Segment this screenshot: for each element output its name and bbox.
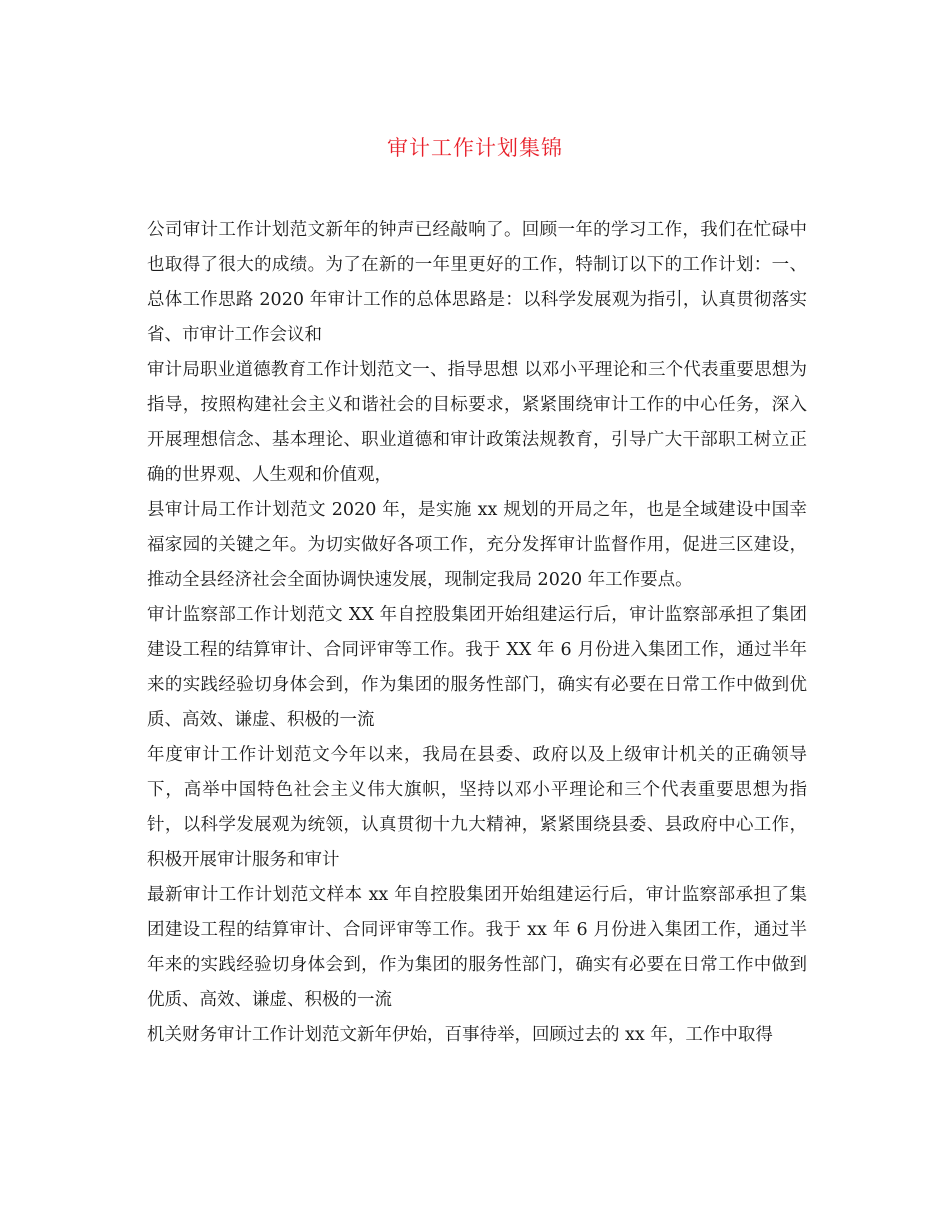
document-body: [147, 213, 807, 1053]
paragraph-latest-audit-plan-sample: 最新审计工作计划范文样本 xx 年自控股集团开始组建运行后，审计监察部承担了集团建设工程的结算审计、合同评审等工作。我于 xx 年 6 月份进入集团工作，通过半年来的实践经验切身体会到，作为集团的服务性部门，确实有必要在日常工作中做到优质、高效、谦虚、积极的一流: [147, 885, 807, 1010]
document-title: 审计工作计划集锦: [387, 136, 563, 160]
paragraph-company-audit-plan: 公司审计工作计划范文新年的钟声已经敲响了。回顾一年的学习工作，我们在忙碌中也取得了很大的成绩。为了在新的一年里更好的工作，特制订以下的工作计划：一、总体工作思路 2020 年审计工作的总体思路是：以科学发展观为指引，认真贯彻落实省、市审计工作会议和: [147, 220, 807, 345]
paragraph-agency-finance-audit-plan: 机关财务审计工作计划范文新年伊始，百事待举，回顾过去的 xx 年，工作中取得: [147, 1025, 773, 1045]
paragraph-ethics-education-plan: 审计局职业道德教育工作计划范文一、指导思想 以邓小平理论和三个代表重要思想为指导，按照构建社会主义和谐社会的目标要求，紧紧围绕审计工作的中心任务，深入开展理想信念、基本理论、职业道德和审计政策法规教育，引导广大干部职工树立正确的世界观、人生观和价值观，: [147, 360, 807, 485]
paragraph-annual-audit-plan: 年度审计工作计划范文今年以来，我局在县委、政府以及上级审计机关的正确领导下，高举中国特色社会主义伟大旗帜，坚持以邓小平理论和三个代表重要思想为指针，以科学发展观为统领，认真贯彻十九大精神，紧紧围绕县委、县政府中心工作，积极开展审计服务和审计: [147, 745, 807, 870]
paragraph-county-audit-plan: 县审计局工作计划范文 2020 年，是实施 xx 规划的开局之年，也是全域建设中国幸福家园的关键之年。为切实做好各项工作，充分发挥审计监督作用，促进三区建设，推动全县经济社会全面协调快速发展，现制定我局 2020 年工作要点。: [147, 500, 807, 590]
paragraph-audit-supervision-plan: 审计监察部工作计划范文 XX 年自控股集团开始组建运行后，审计监察部承担了集团建设工程的结算审计、合同评审等工作。我于 XX 年 6 月份进入集团工作，通过半年来的实践经验切身体会到，作为集团的服务性部门，确实有必要在日常工作中做到优质、高效、谦虚、积极的一流: [147, 605, 807, 730]
